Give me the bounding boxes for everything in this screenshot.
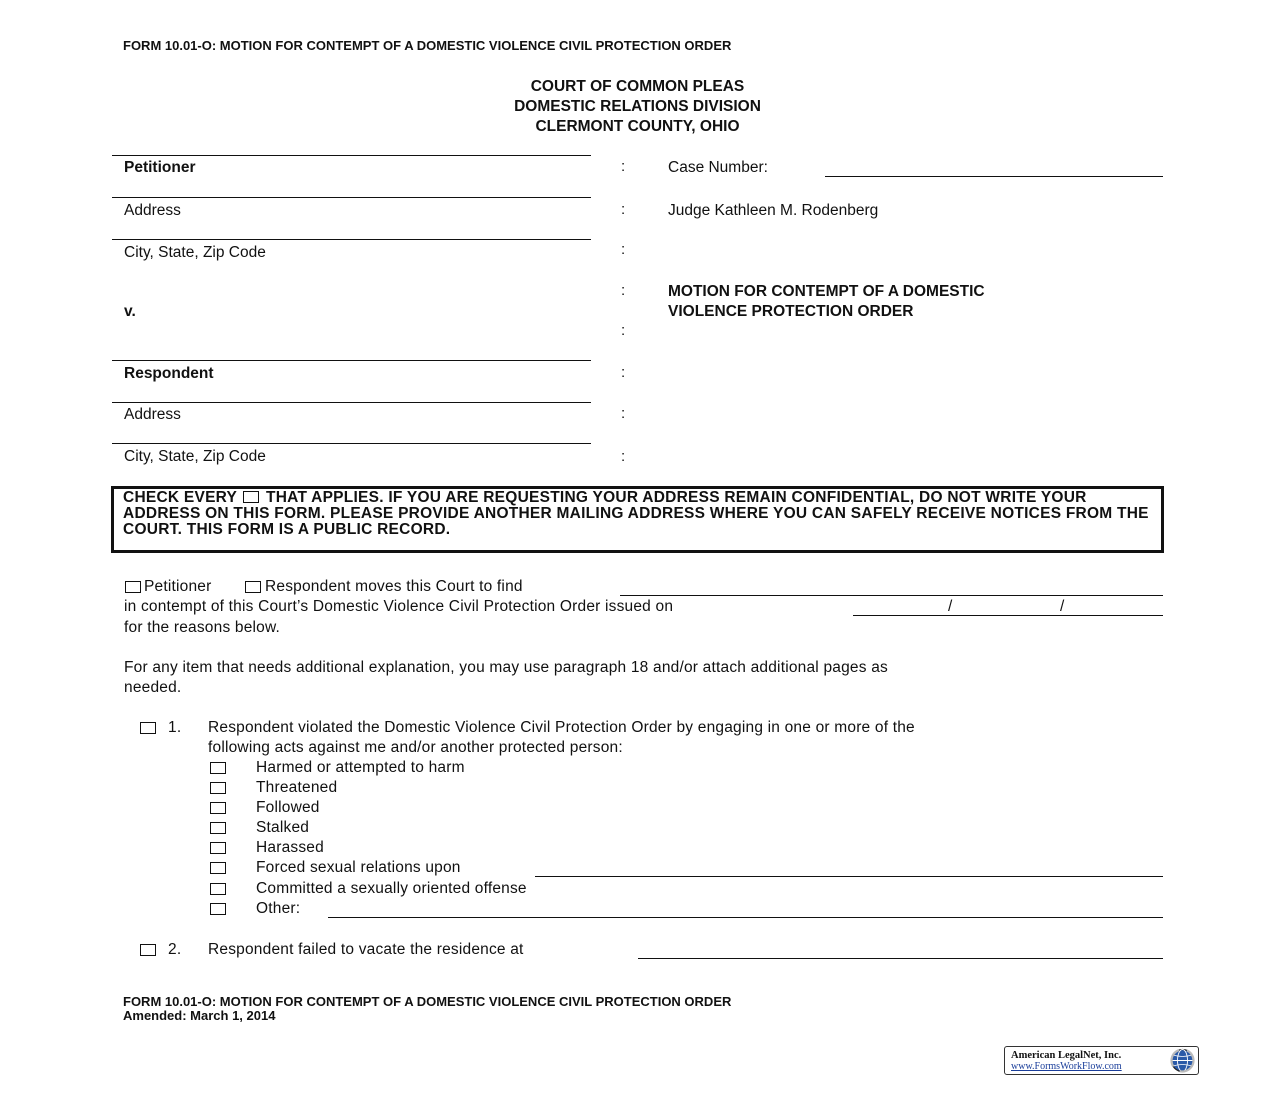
item-1-checkbox[interactable]	[140, 722, 156, 734]
petitioner-city-label: City, State, Zip Code	[124, 244, 266, 261]
act-label: Harassed	[256, 839, 324, 856]
case-number-label: Case Number:	[668, 159, 768, 176]
caption-colon: :	[621, 158, 626, 175]
motion-line-2: in contempt of this Court’s Domestic Violence Civil Protection Order issued on	[124, 598, 674, 615]
order-date-field[interactable]	[853, 615, 1163, 616]
act-label: Committed a sexually oriented offense	[256, 880, 527, 897]
caption-colon: :	[621, 364, 626, 381]
act-harassed-checkbox[interactable]	[210, 842, 226, 854]
explanation-text: needed.	[124, 679, 182, 696]
act-label: Harmed or attempted to harm	[256, 759, 465, 776]
act-harmed-checkbox[interactable]	[210, 762, 226, 774]
court-name: COURT OF COMMON PLEAS	[530, 78, 745, 95]
item-2-checkbox[interactable]	[140, 944, 156, 956]
act-threatened-checkbox[interactable]	[210, 782, 226, 794]
contempt-party-name-field[interactable]	[620, 595, 1163, 596]
act-followed-checkbox[interactable]	[210, 802, 226, 814]
other-act-field[interactable]	[328, 917, 1163, 918]
court-division: DOMESTIC RELATIONS DIVISION	[514, 98, 761, 115]
judge-name: Judge Kathleen M. Rodenberg	[668, 202, 879, 219]
act-label: Threatened	[256, 779, 338, 796]
caption-colon: :	[621, 405, 626, 422]
petitioner-address-label: Address	[124, 202, 181, 219]
item-2-text: Respondent failed to vacate the residence at	[208, 941, 524, 958]
date-separator: /	[1060, 598, 1065, 615]
checkbox-icon	[243, 491, 259, 503]
motion-title: VIOLENCE PROTECTION ORDER	[668, 303, 914, 320]
item-1-text: Respondent violated the Domestic Violence Civil Protection Order by engaging in one or more of the	[208, 719, 915, 736]
footer-amended-date: Amended: March 1, 2014	[123, 1008, 276, 1023]
logo-url-link[interactable]: www.FormsWorkFlow.com	[1011, 1061, 1122, 1072]
respondent-option-label: Respondent moves this Court to find	[265, 578, 523, 595]
petitioner-address-line[interactable]	[112, 197, 591, 198]
petitioner-name-line[interactable]	[112, 155, 591, 156]
act-label: Stalked	[256, 819, 310, 836]
date-separator: /	[948, 598, 953, 615]
petitioner-checkbox[interactable]	[125, 581, 141, 593]
respondent-city-line[interactable]	[112, 443, 591, 444]
motion-title: MOTION FOR CONTEMPT OF A DOMESTIC	[668, 283, 985, 300]
caption-colon: :	[621, 201, 626, 218]
confidentiality-notice	[111, 486, 1164, 553]
footer-form-title: FORM 10.01-O: MOTION FOR CONTEMPT OF A DOMESTIC VIOLENCE CIVIL PROTECTION ORDER	[123, 994, 732, 1009]
notice-text: THAT APPLIES. IF YOU ARE REQUESTING YOUR ADDRESS REMAIN CONFIDENTIAL, DO NOT WRITE YOUR ADDRESS ON THIS FORM. PLEASE PROVIDE ANOTHER MAILING ADDRESS WHERE YOU CAN SAFELY RECEIVE NOTICES FROM THE COURT. THIS FORM IS A PUBLIC RECORD.	[123, 489, 1149, 538]
notice-text: CHECK EVERY	[123, 489, 237, 506]
globe-icon	[1170, 1048, 1195, 1073]
case-number-field[interactable]	[825, 176, 1163, 177]
item-1-number: 1.	[168, 719, 182, 736]
act-label: Other:	[256, 900, 301, 917]
caption-colon: :	[621, 282, 626, 299]
respondent-city-label: City, State, Zip Code	[124, 448, 266, 465]
act-sexual-offense-checkbox[interactable]	[210, 883, 226, 895]
petitioner-label: Petitioner	[124, 159, 196, 176]
caption-colon: :	[621, 241, 626, 258]
explanation-text: For any item that needs additional explanation, you may use paragraph 18 and/or attach additional pages as	[124, 659, 888, 676]
american-legalnet-logo[interactable]	[1004, 1046, 1199, 1075]
respondent-address-label: Address	[124, 406, 181, 423]
caption-colon: :	[621, 322, 626, 339]
item-2-number: 2.	[168, 941, 182, 958]
act-label: Followed	[256, 799, 320, 816]
petitioner-city-line[interactable]	[112, 239, 591, 240]
respondent-label: Respondent	[124, 365, 214, 382]
act-other-checkbox[interactable]	[210, 903, 226, 915]
form-header-title: FORM 10.01-O: MOTION FOR CONTEMPT OF A DOMESTIC VIOLENCE CIVIL PROTECTION ORDER	[123, 38, 732, 53]
forced-sexual-relations-field[interactable]	[535, 876, 1163, 877]
respondent-checkbox[interactable]	[245, 581, 261, 593]
item-1-text: following acts against me and/or another protected person:	[208, 739, 623, 756]
act-label: Forced sexual relations upon	[256, 859, 461, 876]
respondent-name-line[interactable]	[112, 360, 591, 361]
versus-label: v.	[124, 303, 136, 320]
motion-line-3: for the reasons below.	[124, 619, 281, 636]
caption-colon: :	[621, 448, 626, 465]
act-stalked-checkbox[interactable]	[210, 822, 226, 834]
act-forced-sexual-relations-checkbox[interactable]	[210, 862, 226, 874]
court-county: CLERMONT COUNTY, OHIO	[535, 118, 740, 135]
logo-company-name: American LegalNet, Inc.	[1011, 1050, 1122, 1061]
petitioner-option-label: Petitioner	[144, 578, 212, 595]
respondent-address-line[interactable]	[112, 402, 591, 403]
residence-address-field[interactable]	[638, 958, 1163, 959]
